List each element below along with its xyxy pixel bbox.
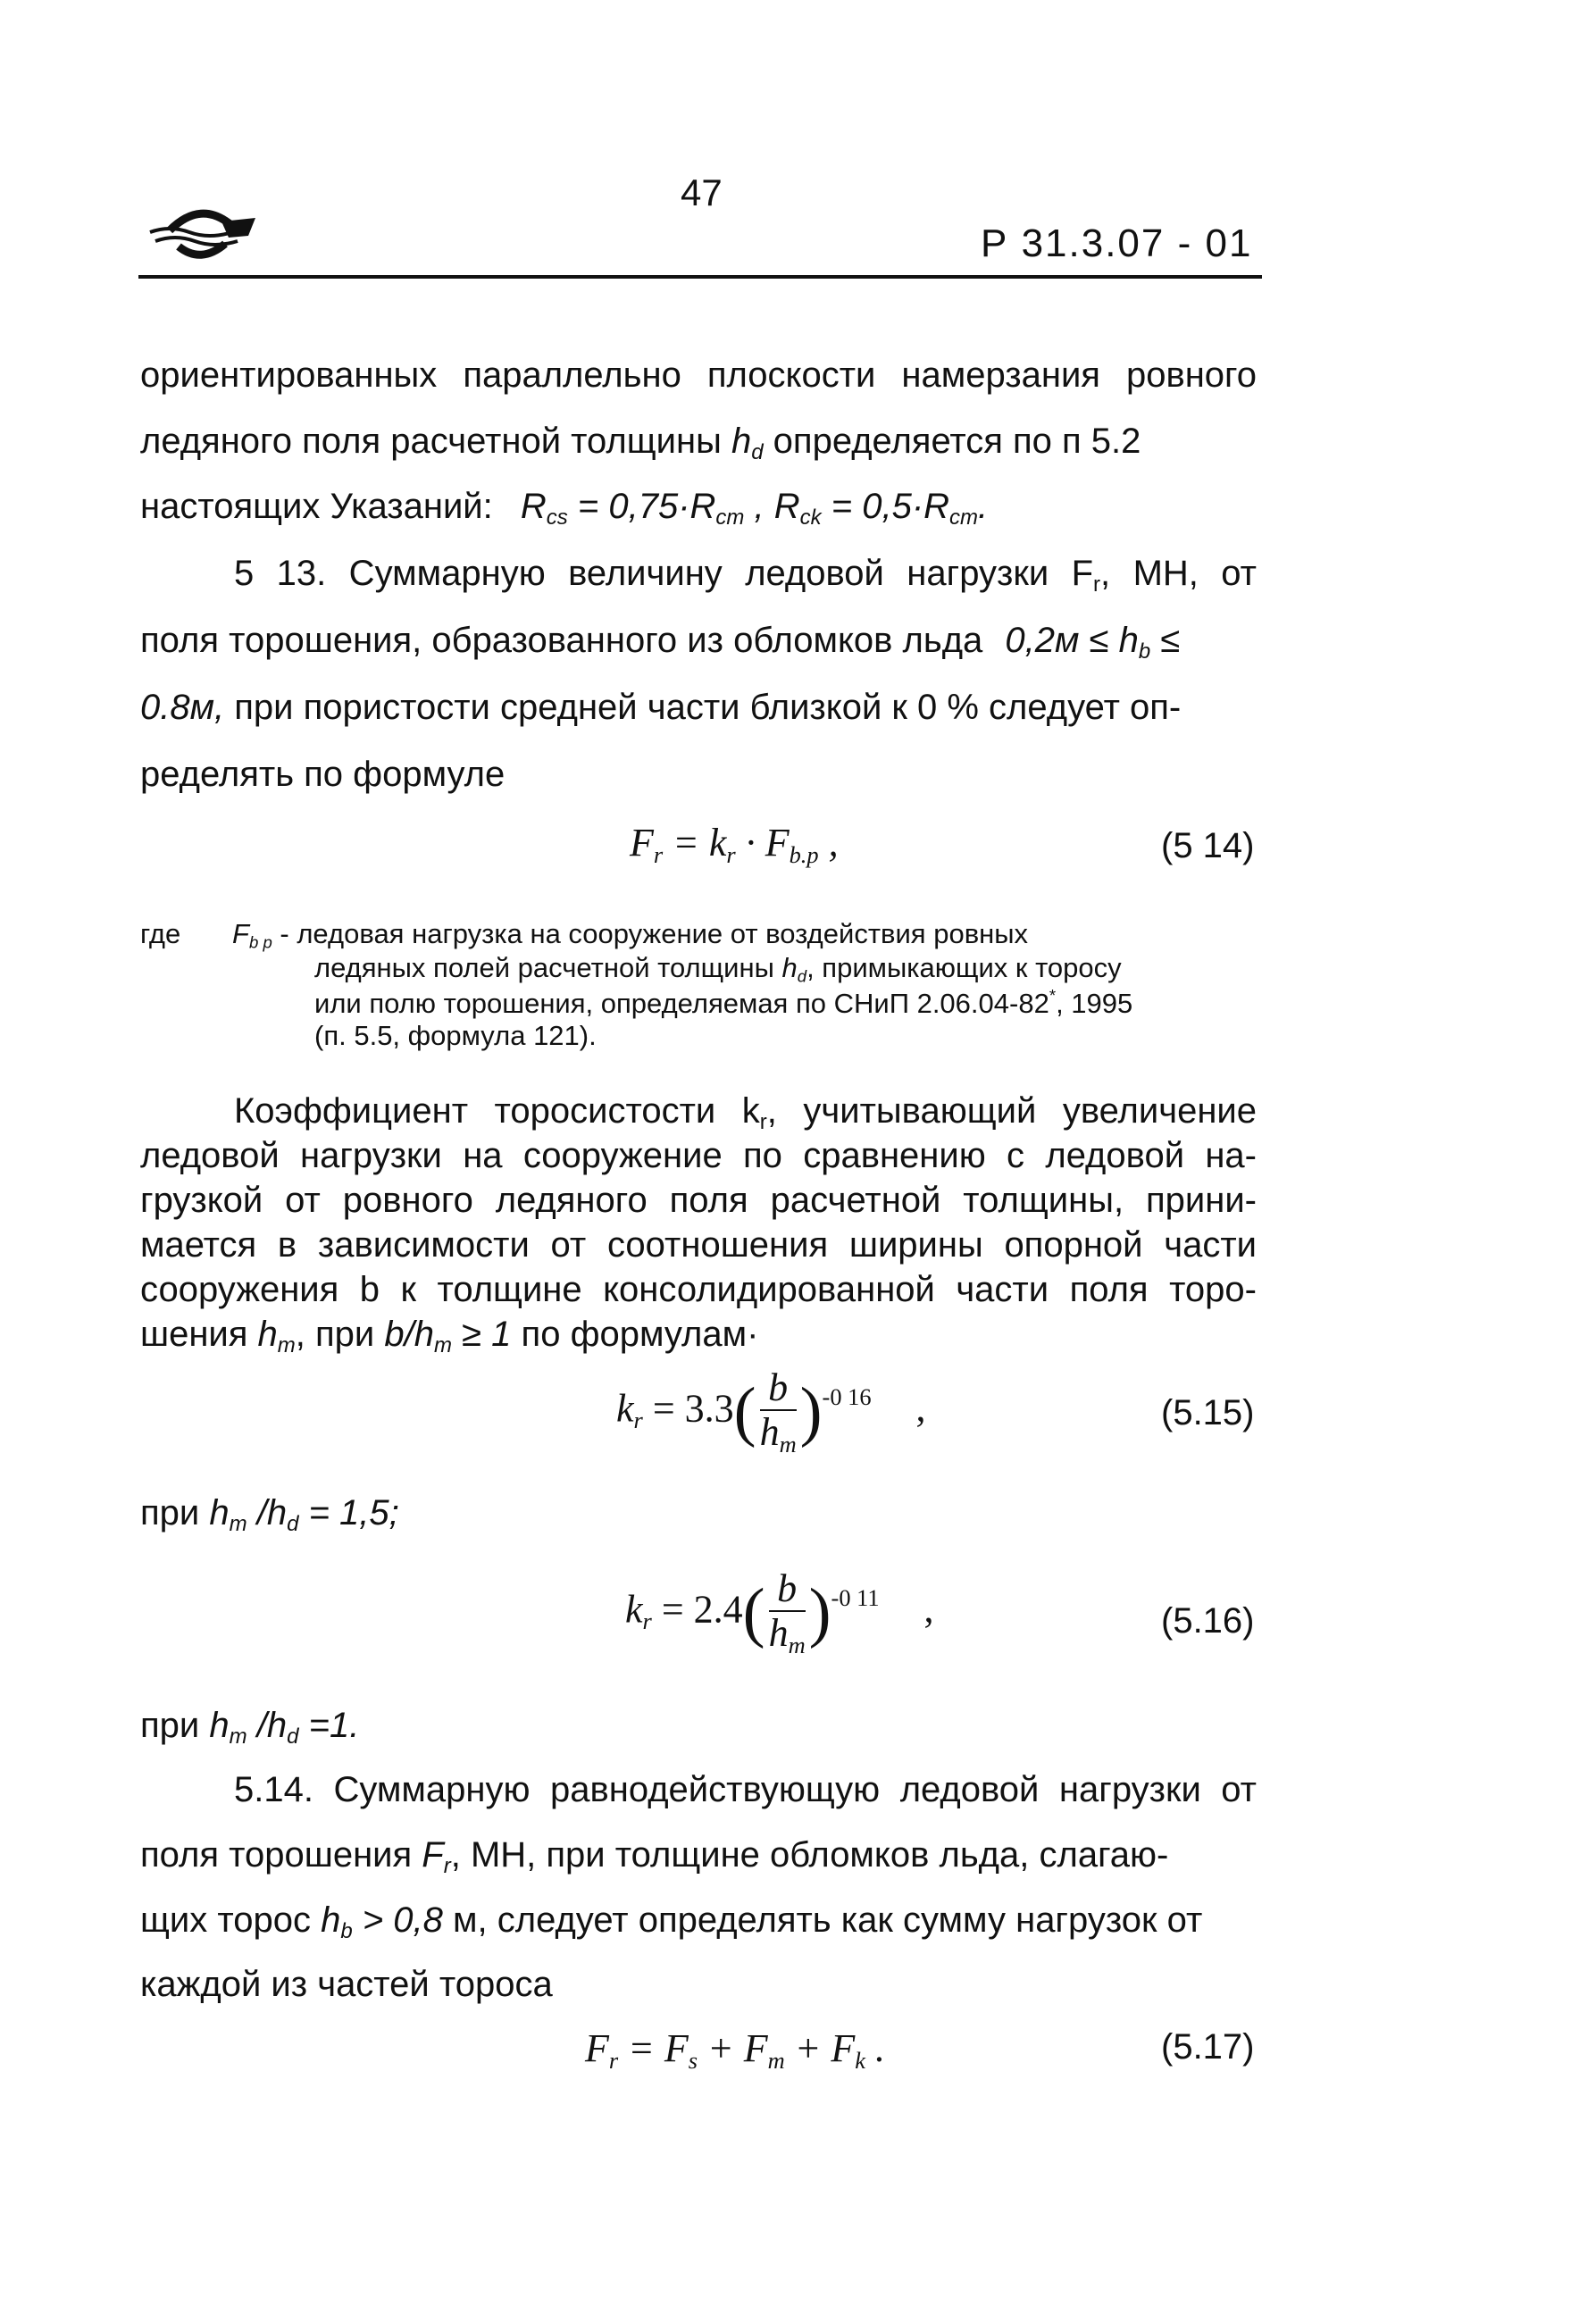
condition-line: при $h_m$ $/h_d =1$. <box>140 1706 360 1750</box>
paragraph-line: каждой из частей тороса <box>140 1965 553 2004</box>
paragraph-line: грузкой от ровного ледяного поля расчетной толщины, прини- <box>140 1181 1257 1220</box>
where-definition: (п. 5.5, формула 121). <box>314 1020 597 1051</box>
equation-number: (5.16) <box>1161 1601 1255 1641</box>
paragraph-line: ледовой нагрузки на сооружение по сравнению с ледовой на- <box>140 1136 1257 1175</box>
where-definition: ледяных полей расчетной толщины $h_d$, примыкающих к торосу <box>314 952 1122 986</box>
equation-number: (5.17) <box>1161 2027 1255 2067</box>
paragraph-line: ориентированных параллельно плоскости намерзания ровного <box>140 355 1257 395</box>
paragraph-line: поля торошения $F_r$, МН, при толщине обломков льда, слагаю- <box>140 1835 1169 1879</box>
paragraph-line: шения $h_m$, при $b/h_m \ge 1$ по формулам· <box>140 1315 759 1358</box>
paragraph-line: настоящих Указаний: $R_{cs} = 0,75\cdot R_{cm}$ , $R_{ck} = 0,5\cdot R_{cm}$. <box>140 487 989 530</box>
document-code: Р 31.3.07 - 01 <box>981 221 1253 265</box>
page-number: 47 <box>681 171 723 213</box>
equation-5-16: $k_r = 2.4$( $\frac{b}{h_m}$ )$^{-0 11}$ , <box>625 1566 934 1659</box>
paragraph-line: Коэффициент торосистости $k_r$, учитывающий увеличение <box>234 1091 1257 1135</box>
header-divider <box>138 275 1262 279</box>
equation-5-17: $F_r = F_s + F_m + F_k$ . <box>585 2026 885 2074</box>
publisher-logo-icon <box>143 195 259 263</box>
where-label: где <box>140 918 181 949</box>
equation-5-15: $k_r = 3.3$( $\frac{b}{h_m}$ )$^{-0 16}$ , <box>616 1365 926 1458</box>
paragraph-line: мается в зависимости от соотношения ширины опорной части <box>140 1225 1257 1265</box>
paragraph-line: 5 13. Суммарную величину ледовой нагрузки $F_r$, МН, от <box>234 554 1257 597</box>
where-definition: $F_{b p}$ - ледовая нагрузка на сооружение от воздействия ровных <box>232 918 1029 952</box>
equation-number: (5.15) <box>1161 1393 1255 1432</box>
paragraph-line: 0.8м, при пористости средней части близкой к 0 % следует оп- <box>140 688 1182 727</box>
equation-5-14: $F_r = k_r \cdot F_{b.p}$ , <box>630 821 839 868</box>
paragraph-line: 5.14. Суммарную равнодействующую ледовой нагрузки от <box>234 1770 1257 1809</box>
paragraph-line: щих торос $h_b > 0,8$ м, следует определять как сумму нагрузок от <box>140 1900 1203 1944</box>
equation-number: (5 14) <box>1161 826 1255 865</box>
paragraph-line: сооружения b к толщине консолидированной части поля торо- <box>140 1270 1257 1309</box>
paragraph-line: ледяного поля расчетной толщины $h_d$ определяется по п 5.2 <box>140 422 1141 465</box>
paragraph-line: ределять по формуле <box>140 755 506 794</box>
condition-line: при $h_m$ $/h_d = 1,5$; <box>140 1493 399 1537</box>
where-definition: или полю торошения, определяемая по СНиП 2.06.04-82*, 1995 <box>314 986 1133 1020</box>
paragraph-line: поля торошения, образованного из обломков льда $0,2м \le h_b$ ≤ <box>140 621 1181 664</box>
